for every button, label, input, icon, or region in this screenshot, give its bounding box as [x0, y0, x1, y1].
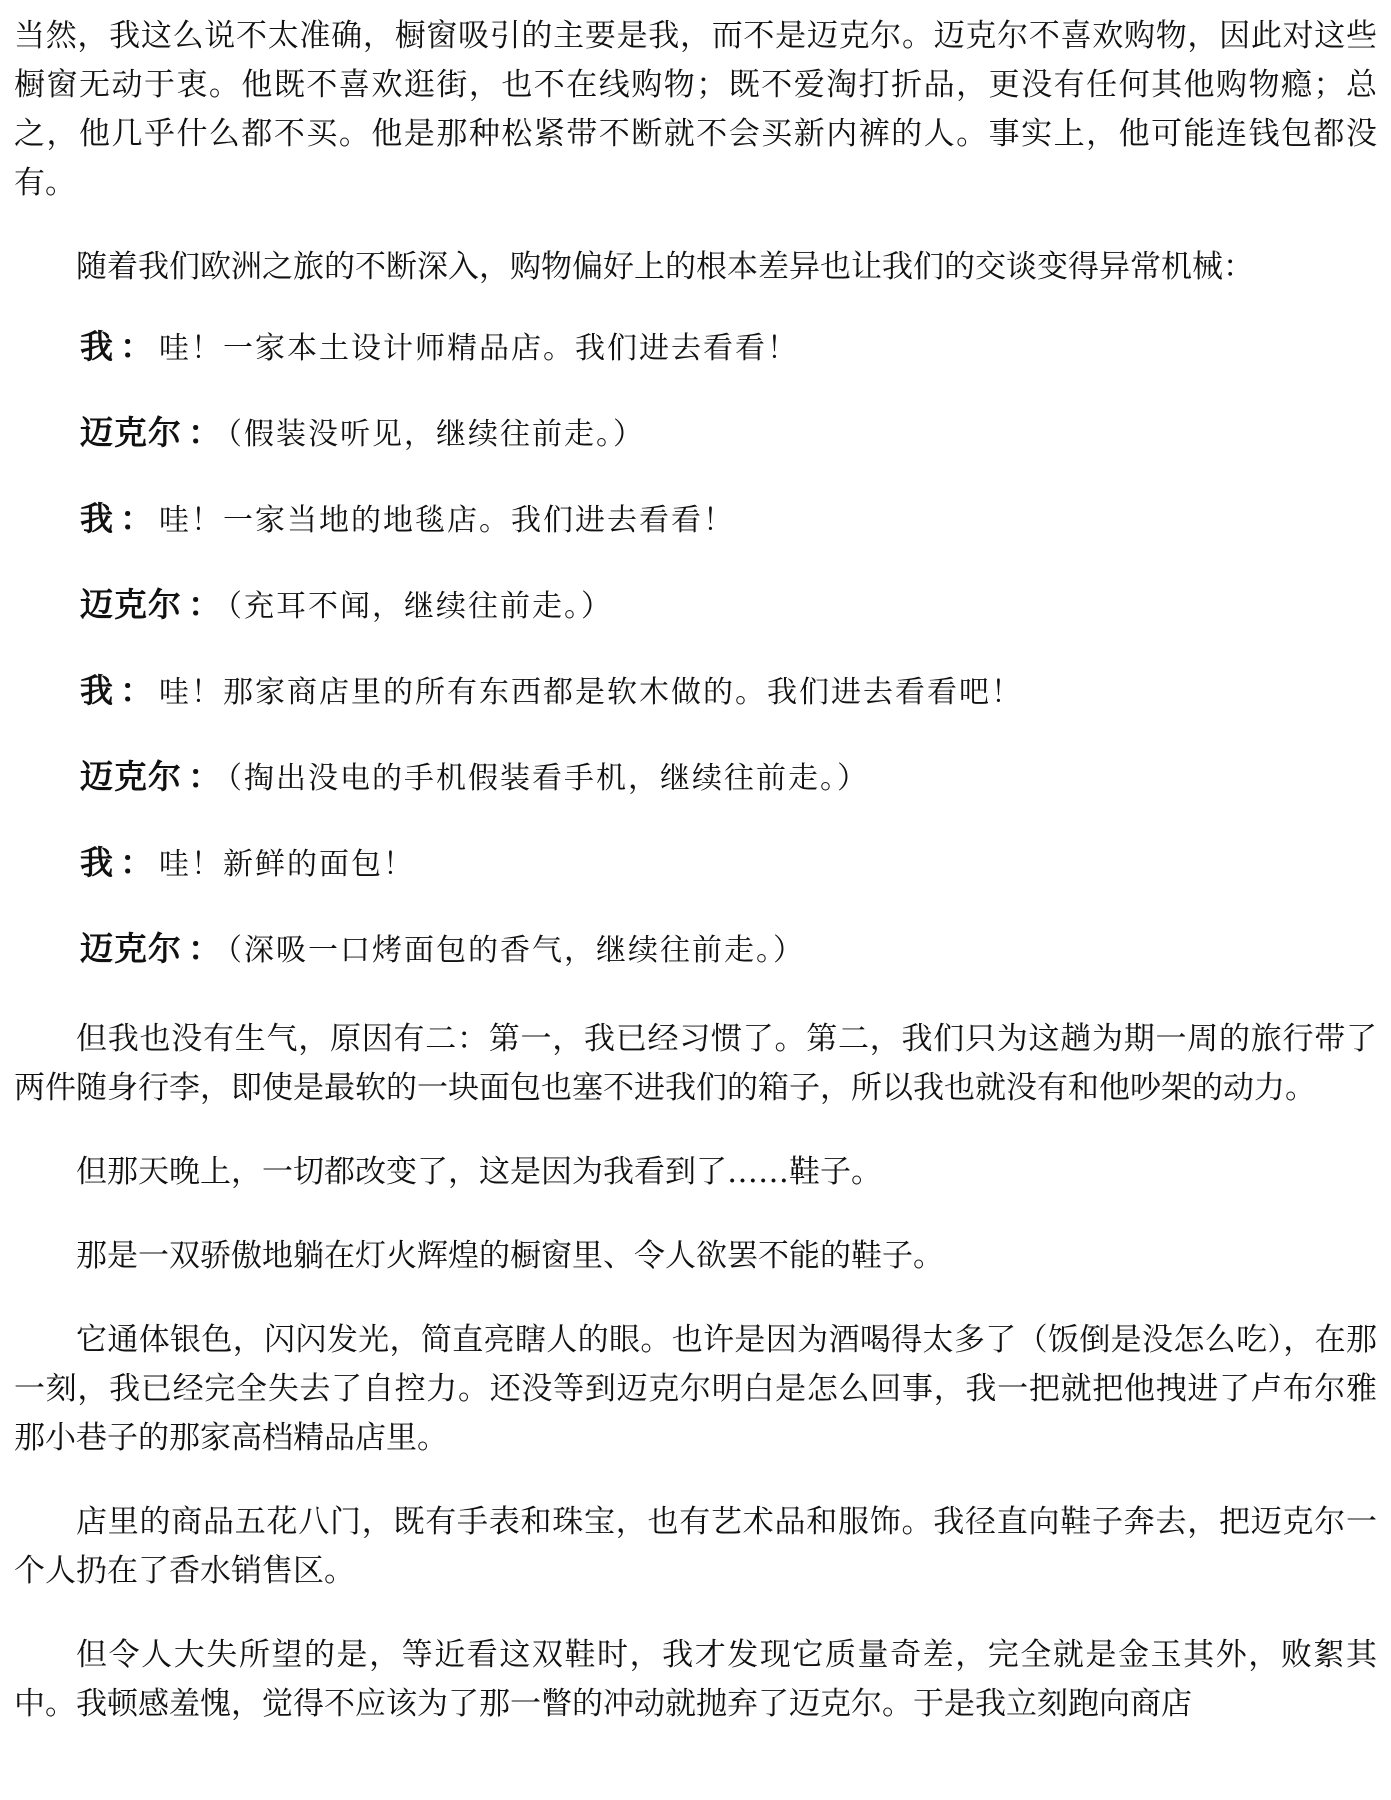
dialogue-line: [14, 671, 1377, 713]
paragraph: 随着我们欧洲之旅的不断深入，购物偏好上的根本差异也让我们的交谈变得异常机械：: [76, 249, 1254, 285]
speaker-name: 迈克尔: [80, 929, 182, 968]
speaker-colon: ：: [120, 499, 153, 538]
speaker-name: 我: [80, 327, 114, 366]
speaker-colon: ：: [188, 413, 221, 452]
paragraph: 店里的商品五花八门，既有手表和珠宝，也有艺术品和服饰。我径直向鞋子奔去，把迈克尔一个人扔在了香水销售区。: [14, 1504, 1377, 1589]
dialogue-text: （假装没听见，继续往前走。）: [227, 417, 645, 452]
dialogue-line: [14, 327, 1377, 369]
speaker-name: 我: [80, 843, 114, 882]
dialogue-text: （深吸一口烤面包的香气，继续往前走。）: [227, 933, 805, 968]
dialogue-line: [14, 499, 1377, 541]
speaker-colon: ：: [120, 671, 153, 710]
speaker-colon: ：: [188, 585, 221, 624]
speaker-name: 我: [80, 499, 114, 538]
speaker-name: 迈克尔: [80, 585, 182, 624]
dialogue-text: （充耳不闻，继续往前走。）: [227, 589, 613, 624]
dialogue-line: [14, 585, 1377, 627]
dialogue-line: [14, 413, 1377, 455]
speaker-name: 我: [80, 671, 114, 710]
dialogue-text: （掏出没电的手机假装看手机，继续往前走。）: [227, 761, 869, 796]
speaker-name: 迈克尔: [80, 757, 182, 796]
speaker-colon: ：: [188, 757, 221, 796]
dialogue-text: 哇！一家当地的地毯店。我们进去看看！: [159, 503, 735, 538]
speaker-colon: ：: [188, 929, 221, 968]
paragraph: 但令人大失所望的是，等近看这双鞋时，我才发现它质量奇差，完全就是金玉其外，败絮其中。我顿感羞愧，觉得不应该为了那一瞥的冲动就抛弃了迈克尔。于是我立刻跑向商店: [14, 1637, 1377, 1722]
paragraph: 当然，我这么说不太准确，橱窗吸引的主要是我，而不是迈克尔。迈克尔不喜欢购物，因此对这些橱窗无动于衷。他既不喜欢逛街，也不在线购物；既不爱淘打折品，更没有任何其他购物瘾；总之，他几乎什么都不买。他是那种松紧带不断就不会买新内裤的人。事实上，他可能连钱包都没有。: [14, 18, 1377, 201]
dialogue-text: 哇！一家本土设计师精品店。我们进去看看！: [159, 331, 799, 366]
dialogue-line: [14, 843, 1377, 885]
dialogue-line: [14, 757, 1377, 799]
dialogue-text: 哇！那家商店里的所有东西都是软木做的。我们进去看看吧！: [159, 675, 1023, 710]
speaker-colon: ：: [120, 843, 153, 882]
paragraph: 那是一双骄傲地躺在灯火辉煌的橱窗里、令人欲罢不能的鞋子。: [76, 1238, 944, 1274]
speaker-name: 迈克尔: [80, 413, 182, 452]
paragraph: 但那天晚上，一切都改变了，这是因为我看到了……鞋子。: [76, 1154, 882, 1190]
speaker-colon: ：: [120, 327, 153, 366]
paragraph: 但我也没有生气，原因有二：第一，我已经习惯了。第二，我们只为这趟为期一周的旅行带了两件随身行李，即使是最软的一块面包也塞不进我们的箱子，所以我也就没有和他吵架的动力。: [14, 1021, 1377, 1106]
dialogue-line: [14, 929, 1377, 971]
dialogue-text: 哇！新鲜的面包！: [159, 847, 415, 882]
paragraph: 它通体银色，闪闪发光，简直亮瞎人的眼。也许是因为酒喝得太多了（饭倒是没怎么吃），在那一刻，我已经完全失去了自控力。还没等到迈克尔明白是怎么回事，我一把就把他拽进了卢布尔雅那小巷子的那家高档精品店里。: [14, 1322, 1377, 1456]
